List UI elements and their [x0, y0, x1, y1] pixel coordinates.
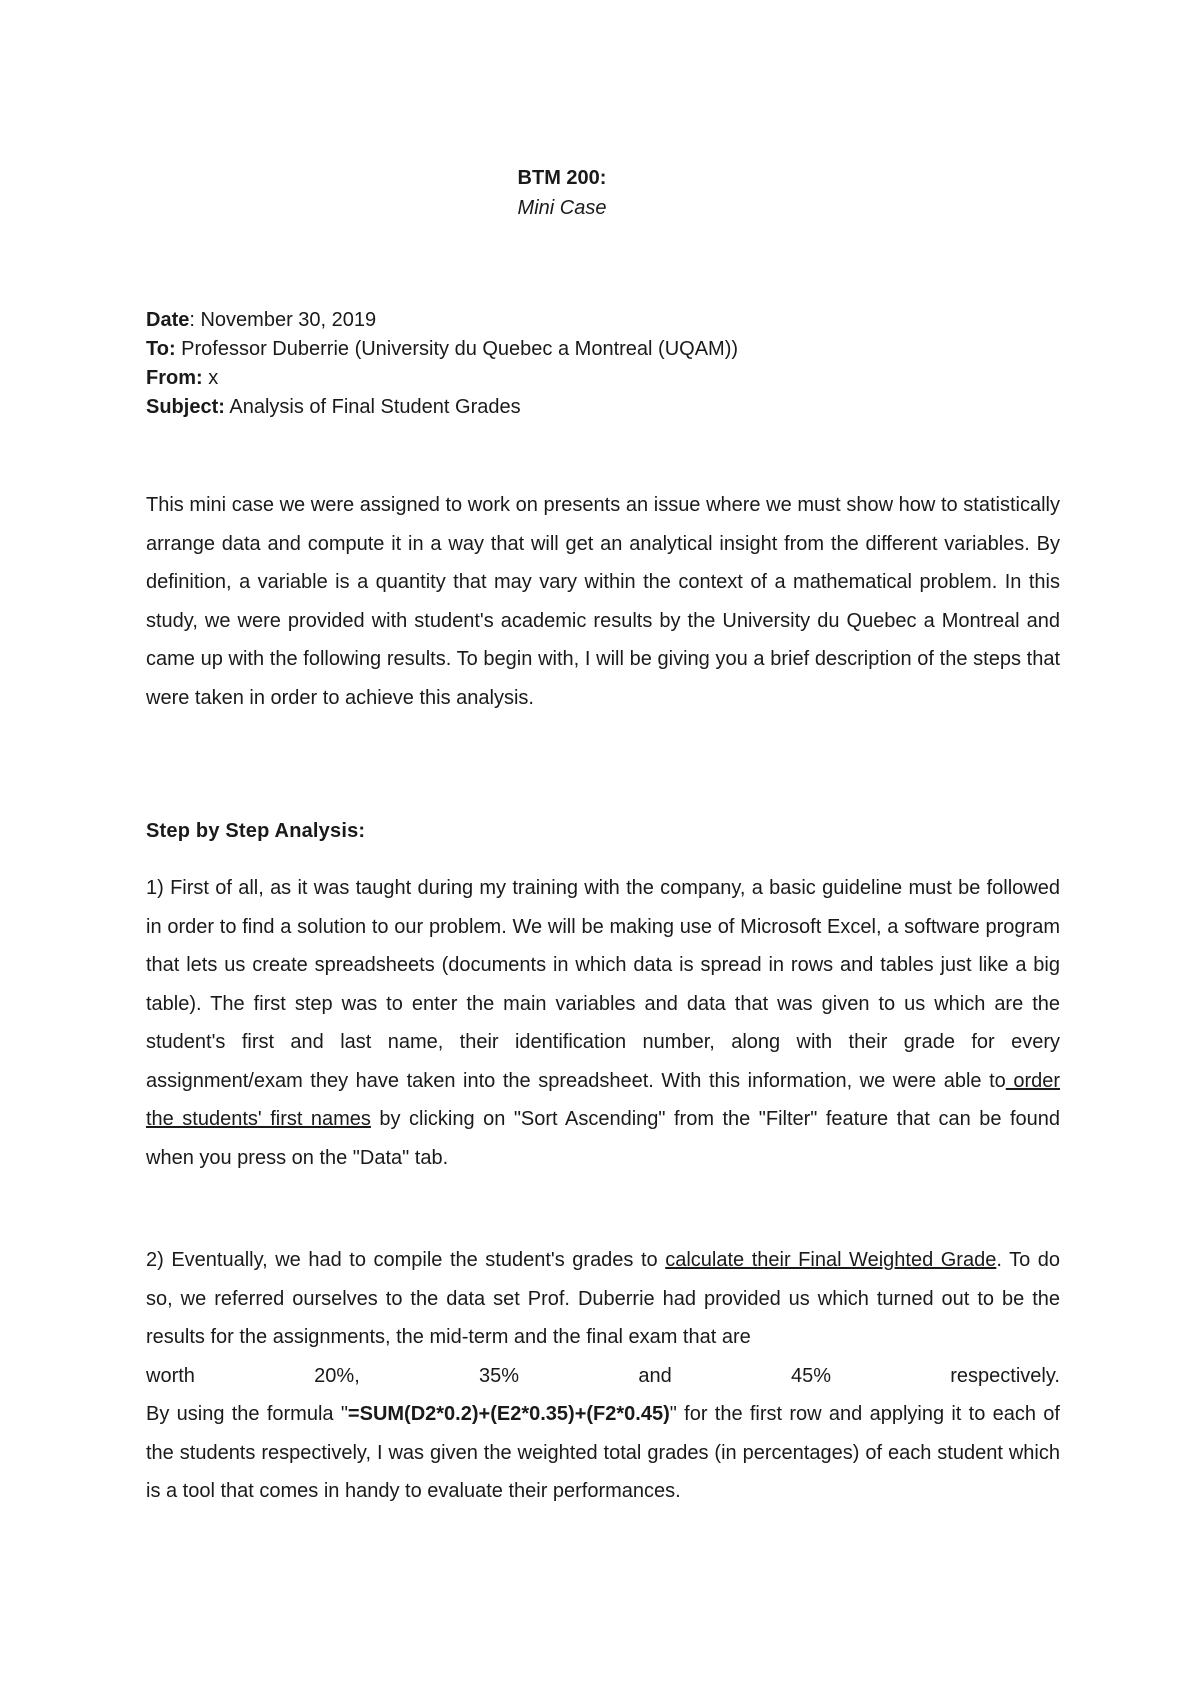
- step2-formula-text: [146, 1395, 1060, 1511]
- formula-tail: " for the first row and applying it to each of the students respectively, I was given the weighted total grades (in percentages) of each student which is a tool that comes in handy to evaluate their performances.: [146, 1403, 1060, 1502]
- from-value: x: [202, 367, 219, 389]
- weight-assignments: 20%,: [314, 1364, 360, 1387]
- step1-text-end: by clicking on "Sort Ascending" from the "Filter" feature that can be found when you press on the "Data" tab.: [146, 1108, 1060, 1169]
- to-value: Professor Duberrie (University du Quebec a Montreal (UQAM)): [175, 338, 739, 360]
- step-heading: Step by Step Analysis:: [146, 820, 366, 842]
- subject-value: Analysis of Final Student Grades: [224, 396, 521, 418]
- date-label: Date: [146, 309, 190, 331]
- memo-date: [146, 306, 1066, 335]
- formula: =SUM(D2*0.2)+(E2*0.35)+(F2*0.45): [347, 1403, 670, 1425]
- weights-respectively: respectively.: [950, 1364, 1060, 1387]
- memo-from: [146, 364, 1066, 393]
- weight-midterm: 35%: [479, 1364, 520, 1387]
- date-value: : November 30, 2019: [189, 309, 377, 331]
- to-label: To:: [146, 338, 176, 360]
- step2-lead: [146, 1241, 1060, 1357]
- from-label: From:: [146, 367, 203, 389]
- weights-and: and: [638, 1364, 672, 1387]
- memo-to: [146, 335, 1066, 364]
- step2-text-middle: . To do so, we referred ourselves to the data set Prof. Duberrie had provided us which turned out to be the results for the assignments, the mid-term and the final exam that are: [146, 1249, 1060, 1348]
- memo-header: [146, 306, 1066, 422]
- step1-underlined: order the students' first names: [146, 1069, 1061, 1130]
- subject-label: Subject:: [146, 396, 225, 418]
- memo-subject: [146, 393, 1066, 422]
- weights-line: [146, 1357, 1060, 1396]
- course-title: BTM 200:: [517, 167, 607, 189]
- step2-underlined: calculate their Final Weighted Grade: [665, 1249, 997, 1271]
- weights-word: worth: [146, 1364, 195, 1387]
- intro-paragraph: This mini case we were assigned to work on presents an issue where we must show how to statistically arrange data and compute it in a way that will get an analytical insight from the different variables. By definition, a variable is a quantity that may vary within the context of a mathematical problem. In this study, we were provided with student's academic results by the University du Quebec a Montreal and came up with the following results. To begin with, I will be giving you a brief description of the steps that were taken in order to achieve this analysis.: [146, 494, 1060, 709]
- step1-text: 1) First of all, as it was taught during my training with the company, a basic guideline must be followed in order to find a solution to our problem. We will be making use of Microsoft Excel, a software program that lets us create spreadsheets (documents in which data is spread in rows and tables just like a big table). The first step was to enter the main variables and data that was given to us which are the student's first and last name, their identification number, along with their grade for every assignment/exam they have taken into the spreadsheet. With this information, we were able to: [146, 877, 1060, 1092]
- step2-paragraph: [146, 1241, 1060, 1511]
- step2-text: 2) Eventually, we had to compile the student's grades to: [146, 1249, 666, 1271]
- course-subtitle: Mini Case: [517, 197, 607, 219]
- weight-final: 45%: [790, 1364, 831, 1387]
- title-block: [0, 164, 1124, 224]
- formula-lead: By using the formula ": [146, 1403, 348, 1425]
- step1-paragraph: [146, 869, 1060, 1177]
